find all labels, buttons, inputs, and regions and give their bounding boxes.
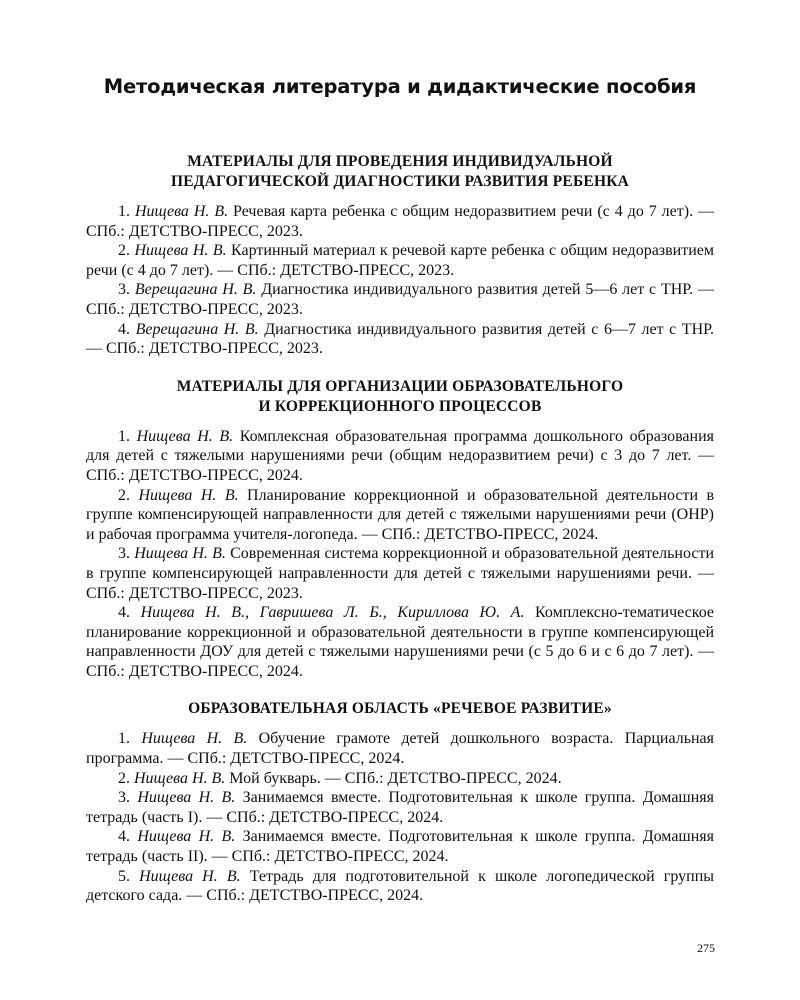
entry-number: 3. — [118, 545, 130, 563]
section-heading-line: МАТЕРИАЛЫ ДЛЯ ПРОВЕДЕНИЯ ИНДИВИДУАЛЬНОЙ — [187, 153, 613, 170]
page-title: Методическая литература и дидактические пособия — [103, 75, 697, 98]
entry-number: 1. — [118, 730, 130, 748]
entry-author: Нищева Н. В. — [138, 486, 239, 504]
entry-text: Мой букварь. — СПб.: ДЕТСТВО-ПРЕСС, 2024. — [229, 769, 562, 787]
entry-text: Обучение грамоте детей дошкольного возраста. Парциальная программа. — СПб.: ДЕТСТВО-ПРЕСС, 2024. — [86, 730, 715, 768]
entry-number: 4. — [118, 828, 130, 846]
entry-text: Современная система коррекционной и образовательной деятельности в группе компенсирующей направленности для детей с тяжелыми нарушениями речи. — СПб.: ДЕТСТВО-ПРЕСС, 2023. — [86, 545, 715, 602]
entry-number: 2. — [118, 769, 130, 787]
entry-author: Нищева Н. В. — [136, 427, 234, 445]
list-item — [86, 202, 714, 241]
list-item — [86, 729, 714, 768]
entry-number: 3. — [118, 281, 130, 299]
section-diagnostics — [86, 152, 714, 359]
section-heading-line: ПЕДАГОГИЧЕСКОЙ ДИАГНОСТИКИ РАЗВИТИЯ РЕБЕНКА — [170, 173, 630, 190]
section-heading — [86, 377, 714, 417]
entry-text: Диагностика индивидуального развития детей 5—6 лет с ТНР. — СПб.: ДЕТСТВО-ПРЕСС, 2023. — [86, 281, 714, 318]
entry-author: Верещагина Н. В. — [134, 281, 257, 299]
entry-author: Нищева Н. В., Гавришева Л. Б., Кириллова Ю. А. — [140, 604, 525, 622]
list-item — [86, 280, 714, 319]
entry-text: Занимаемся вместе. Подготовительная к школе группа. Домашняя тетрадь (часть I). — СПб.: ДЕТСТВО-ПРЕСС, 2024. — [86, 789, 715, 826]
section-heading-line: МАТЕРИАЛЫ ДЛЯ ОРГАНИЗАЦИИ ОБРАЗОВАТЕЛЬНОГО — [176, 377, 624, 395]
section-heading — [86, 152, 714, 192]
entry-text: Планирование коррекционной и образовательной деятельности в группе компенсирующей направленности для детей с тяжелыми нарушениями речи (ОНР) и рабочая программа учителя-логопеда. — СПб.: ДЕТСТВО-ПРЕСС, 2024. — [86, 486, 715, 543]
entry-author: Нищева Н. В. — [141, 730, 248, 748]
entry-text: Комплексная образовательная программа дошкольного образования для детей с тяжелыми нарушениями речи (общим недоразвитием речи) с 3 до 7 лет. — СПб.: ДЕТСТВО-ПРЕСС, 2024. — [86, 427, 714, 484]
entry-author: Нищева Н. В. — [134, 769, 226, 787]
entry-number: 3. — [118, 789, 130, 807]
page-number: 275 — [697, 941, 715, 955]
entry-number: 2. — [118, 242, 130, 260]
entry-text: Речевая карта ребенка с общим недоразвитием речи (с 4 до 7 лет). — СПб.: ДЕТСТВО-ПРЕСС, 2023. — [86, 203, 715, 240]
entry-text: Картинный материал к речевой карте ребенка с общим недоразвитием речи (с 4 до 7 лет). — СПб.: ДЕТСТВО-ПРЕСС, 2023. — [86, 242, 715, 279]
list-item — [86, 867, 714, 906]
list-item — [86, 241, 714, 280]
bibliography-content — [86, 152, 714, 906]
entry-number: 4. — [118, 320, 130, 338]
list-item — [86, 320, 714, 359]
section-heading-line: ОБРАЗОВАТЕЛЬНАЯ ОБЛАСТЬ «РЕЧЕВОЕ РАЗВИТИЕ» — [188, 700, 612, 718]
entry-author: Нищева Н. В. — [137, 789, 236, 807]
entry-author: Нищева Н. В. — [139, 867, 241, 885]
list-item — [86, 486, 714, 545]
section-heading-line: И КОРРЕКЦИОННОГО ПРОЦЕССОВ — [258, 397, 542, 415]
entry-text: Занимаемся вместе. Подготовительная к школе группа. Домашняя тетрадь (часть II). — СПб.: ДЕТСТВО-ПРЕСС, 2024. — [86, 828, 715, 866]
list-item — [86, 827, 714, 866]
section-speech-development — [86, 699, 714, 905]
entry-number: 4. — [118, 604, 130, 622]
list-item — [86, 603, 714, 681]
entry-number: 1. — [118, 203, 130, 220]
entry-author: Нищева Н. В. — [134, 242, 227, 260]
entry-text: Диагностика индивидуального развития детей с 6—7 лет с ТНР. — СПб.: ДЕТСТВО-ПРЕСС, 2023. — [86, 320, 715, 358]
entry-text: Тетрадь для подготовительной к школе логопедической группы детского сада. — СПб.: ДЕТСТВО-ПРЕСС, 2024. — [86, 867, 715, 905]
entry-author: Нищева Н. В. — [134, 545, 226, 563]
section-organization — [86, 377, 714, 682]
entry-number: 2. — [118, 486, 130, 504]
list-item — [86, 769, 714, 789]
list-item — [86, 788, 714, 827]
entry-author: Верещагина Н. В. — [135, 320, 259, 338]
list-item — [86, 544, 714, 603]
entry-author: Нищева Н. В. — [137, 828, 236, 846]
entry-number: 1. — [118, 427, 130, 445]
section-heading — [86, 699, 714, 719]
entry-number: 5. — [118, 867, 130, 885]
entry-text: Комплексно-тематическое планирование коррекционной и образовательной деятельности в группе компенсирующей направленности ДОУ для детей с тяжелыми нарушениями речи (с 5 до 6 и с 6 до 7 лет). — СПб.: ДЕТСТВО-ПРЕСС, 2024. — [86, 604, 715, 680]
entry-author: Нищева Н. В. — [134, 203, 229, 220]
list-item — [86, 427, 714, 486]
